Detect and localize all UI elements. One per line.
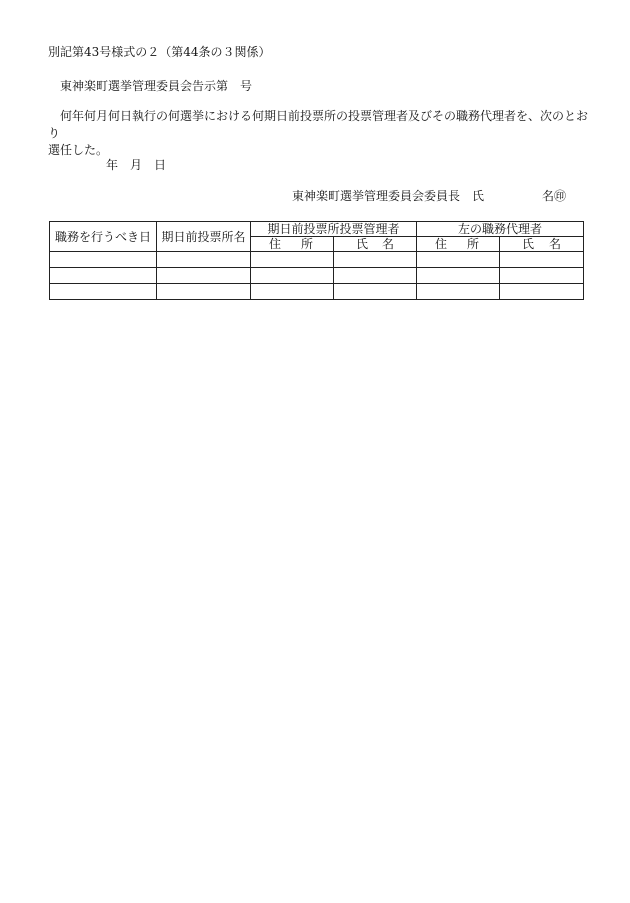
table-row bbox=[50, 268, 584, 284]
notice-body-line2: 選任した。 bbox=[48, 143, 109, 157]
date-month: 月 bbox=[130, 158, 143, 172]
table-cell bbox=[334, 252, 417, 268]
header-deputy-address: 住 所 bbox=[417, 237, 500, 252]
header-duty-date: 職務を行うべき日 bbox=[50, 222, 157, 252]
table-cell bbox=[50, 252, 157, 268]
signer-name-seal: 名㊞ bbox=[542, 189, 567, 203]
signer-line bbox=[292, 188, 566, 204]
notice-body-line1: 何年何月何日執行の何選挙における何期日前投票所の投票管理者及びその職務代理者を、次のとおり bbox=[48, 109, 589, 140]
table-cell bbox=[334, 268, 417, 284]
notice-body bbox=[48, 108, 588, 159]
date-year: 年 bbox=[106, 158, 119, 172]
table-cell bbox=[417, 284, 500, 300]
table-cell bbox=[334, 284, 417, 300]
header-manager-address: 住 所 bbox=[251, 237, 334, 252]
table-cell bbox=[417, 252, 500, 268]
header-deputy-name: 氏 名 bbox=[500, 237, 584, 252]
table-cell bbox=[500, 252, 584, 268]
table-cell bbox=[500, 284, 584, 300]
table-cell bbox=[251, 268, 334, 284]
header-manager-group: 期日前投票所投票管理者 bbox=[251, 222, 417, 237]
table-cell bbox=[500, 268, 584, 284]
table-cell bbox=[157, 284, 251, 300]
date-day: 日 bbox=[154, 158, 167, 172]
table-cell bbox=[251, 284, 334, 300]
notice-number: 東神楽町選挙管理委員会告示第 号 bbox=[60, 79, 253, 93]
table-cell bbox=[157, 252, 251, 268]
table-cell bbox=[50, 284, 157, 300]
table-row bbox=[50, 252, 584, 268]
table-row bbox=[50, 284, 584, 300]
header-polling-place: 期日前投票所名 bbox=[157, 222, 251, 252]
table-cell bbox=[251, 252, 334, 268]
appointment-table bbox=[49, 221, 584, 300]
date-line bbox=[106, 157, 166, 173]
form-reference: 別記第43号様式の２（第44条の３関係） bbox=[48, 45, 271, 59]
header-manager-name: 氏 名 bbox=[334, 237, 417, 252]
table-cell bbox=[157, 268, 251, 284]
signer-title: 東神楽町選挙管理委員会委員長 氏 bbox=[292, 189, 485, 203]
header-deputy-group: 左の職務代理者 bbox=[417, 222, 584, 237]
table-cell bbox=[50, 268, 157, 284]
table-cell bbox=[417, 268, 500, 284]
